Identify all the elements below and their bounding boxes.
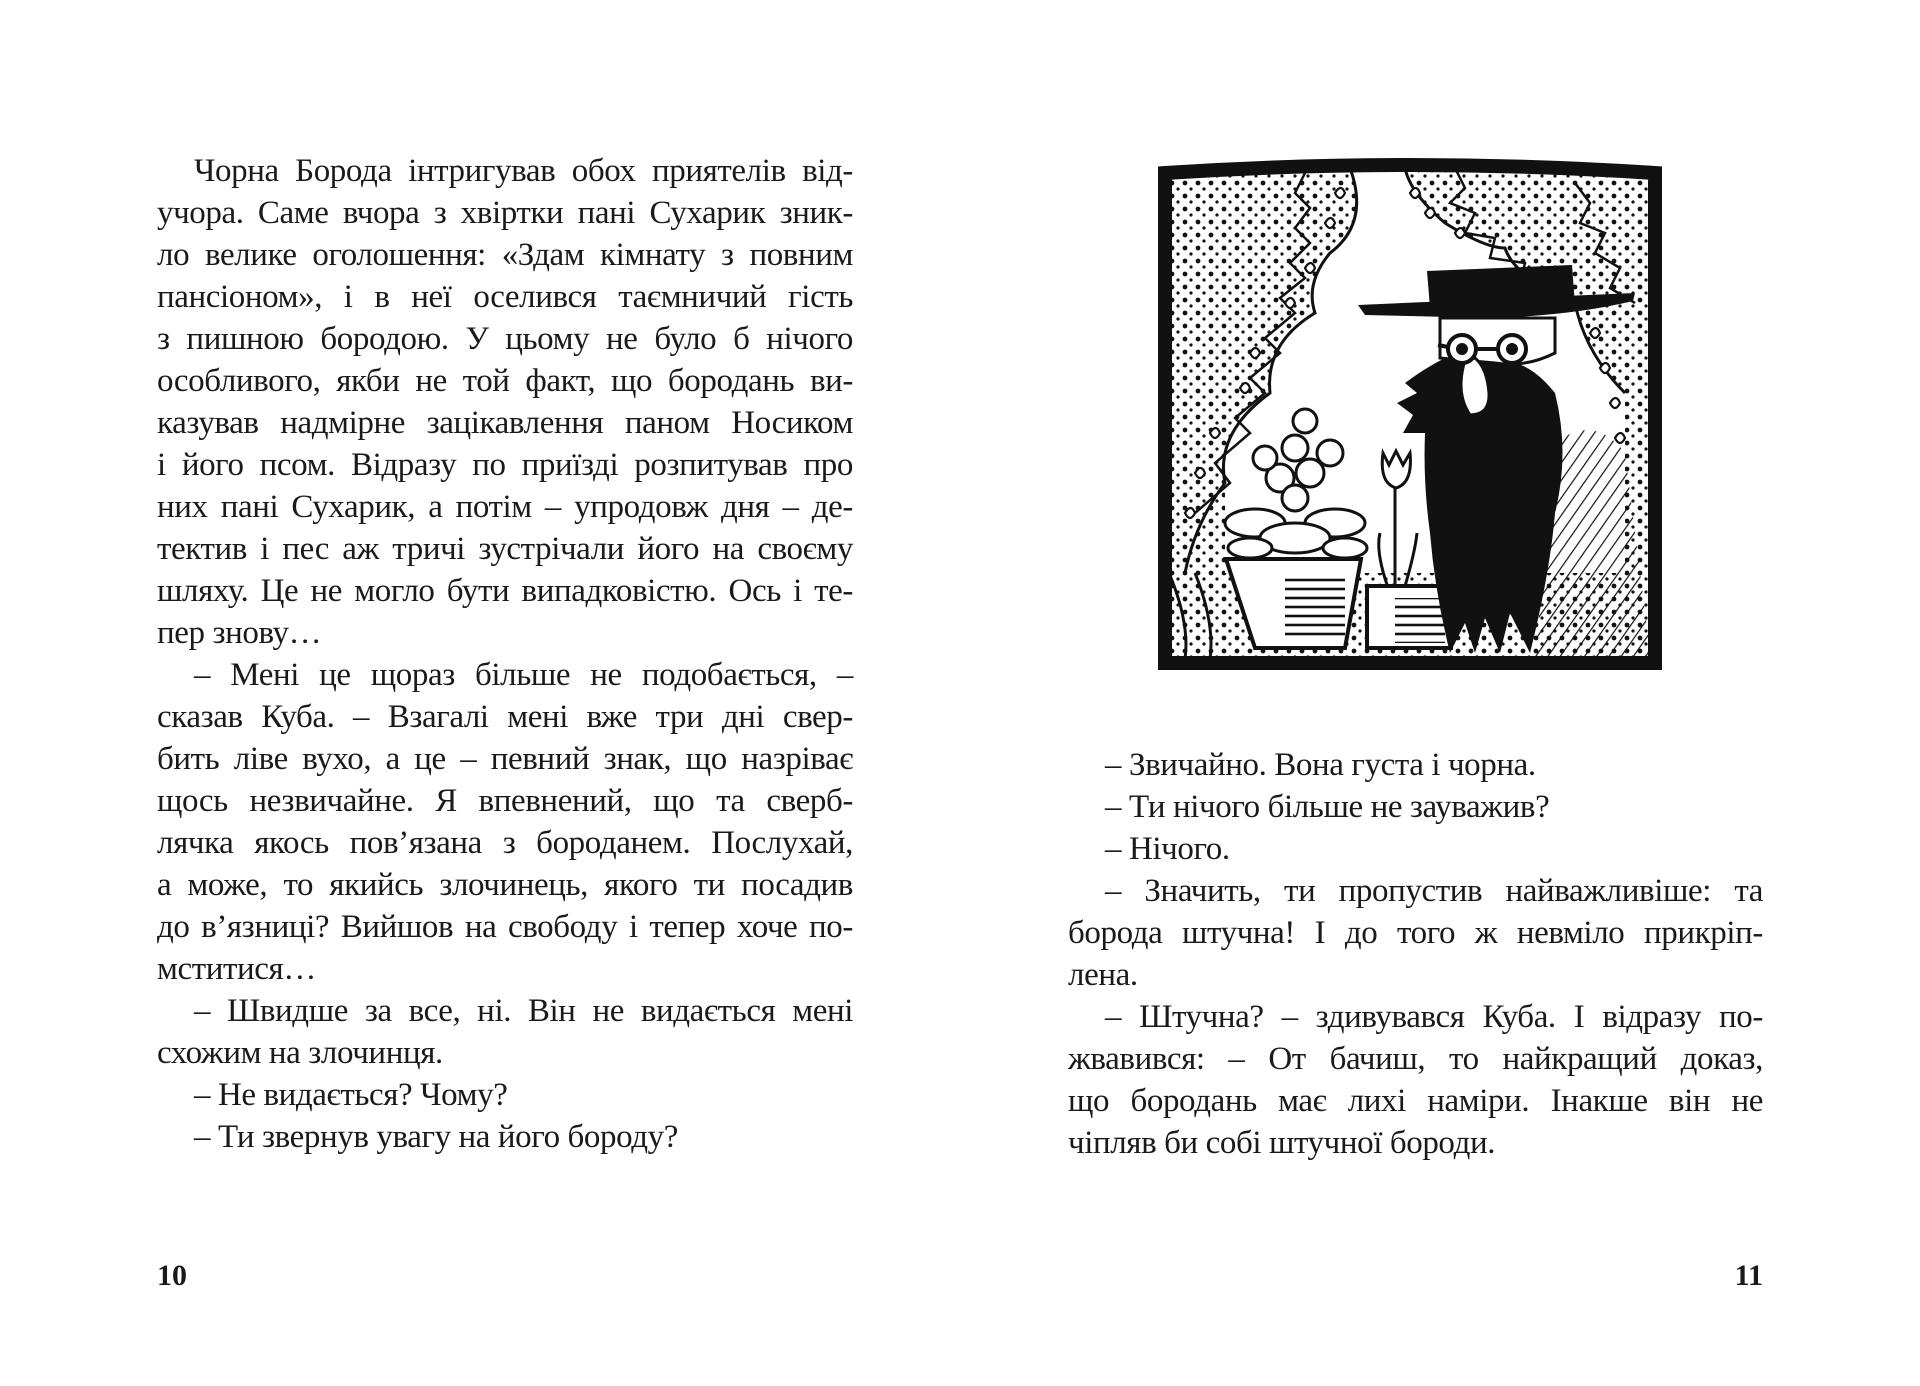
text-line: сказав Куба. – Взагалі мені вже три дні свер- xyxy=(157,699,853,735)
text-line: – Значить, ти пропустив найважливіше: та xyxy=(1105,873,1763,909)
text-line: учора. Саме вчора з хвіртки пані Сухарик зник- xyxy=(157,195,853,231)
text-line: – Ти нічого більше не зауважив? xyxy=(1105,789,1550,825)
illustration-bearded-man-at-window xyxy=(1155,153,1665,673)
text-line: з пишною бородою. У цьому не було б нічого xyxy=(157,321,853,357)
page-number-right: 11 xyxy=(1734,1259,1763,1292)
page-number-left: 10 xyxy=(157,1259,187,1292)
text-line: – Штучна? – здивувався Куба. І відразу по- xyxy=(1105,999,1763,1035)
text-line: щось незвичайне. Я впевнений, що та сверб- xyxy=(157,783,853,819)
text-line: шляху. Це не могло бути випадковістю. Ось і те- xyxy=(157,573,853,609)
text-line: казував надмірне зацікавлення паном Носиком xyxy=(157,405,853,441)
text-line: особливого, якби не той факт, що бородань ви- xyxy=(157,363,853,399)
text-line: до в’язниці? Вийшов на свободу і тепер хоче по- xyxy=(157,909,853,945)
text-line: мститися… xyxy=(157,951,316,987)
text-line: – Не видається? Чому? xyxy=(194,1077,508,1113)
text-line: – Нічого. xyxy=(1105,831,1230,867)
text-line: – Швидше за все, ні. Він не видається мені xyxy=(194,993,853,1029)
text-line: лячка якось пов’язана з бороданем. Послухай, xyxy=(157,825,853,861)
text-line: – Звичайно. Вона густа і чорна. xyxy=(1105,747,1536,783)
text-line: – Ти звернув увагу на його бороду? xyxy=(194,1119,678,1155)
text-line: чіпляв би собі штучної бороди. xyxy=(1068,1125,1496,1161)
text-line: схожим на злочинця. xyxy=(157,1035,443,1071)
left-page-text xyxy=(157,150,853,1158)
text-line: жвавився: – От бачиш, то найкращий доказ, xyxy=(1068,1041,1763,1077)
text-line: Чорна Борода інтригував обох приятелів від- xyxy=(194,153,853,189)
text-line: що бородань має лихі наміри. Інакше він не xyxy=(1068,1083,1763,1119)
text-line: пер знову… xyxy=(157,615,322,651)
text-line: тектив і пес аж тричі зустрічали його на своєму xyxy=(157,531,853,567)
text-line: бить ліве вухо, а це – певний знак, що назріває xyxy=(157,741,853,777)
text-line: – Мені це щораз більше не подобається, – xyxy=(194,657,853,693)
text-line: них пані Сухарик, а потім – упродовж дня – де- xyxy=(157,489,853,525)
text-line: і його псом. Відразу по приїзді розпитував про xyxy=(157,447,853,483)
text-line: лена. xyxy=(1068,957,1138,993)
text-line: а може, то якийсь злочинець, якого ти посадив xyxy=(157,867,853,903)
right-page-text xyxy=(1068,744,1763,1164)
text-line: борода штучна! І до того ж невміло прикріп- xyxy=(1068,915,1763,951)
text-line: пансіоном», і в неї оселився таємничий гість xyxy=(157,279,853,315)
text-line: ло велике оголошення: «Здам кімнату з повним xyxy=(157,237,853,273)
